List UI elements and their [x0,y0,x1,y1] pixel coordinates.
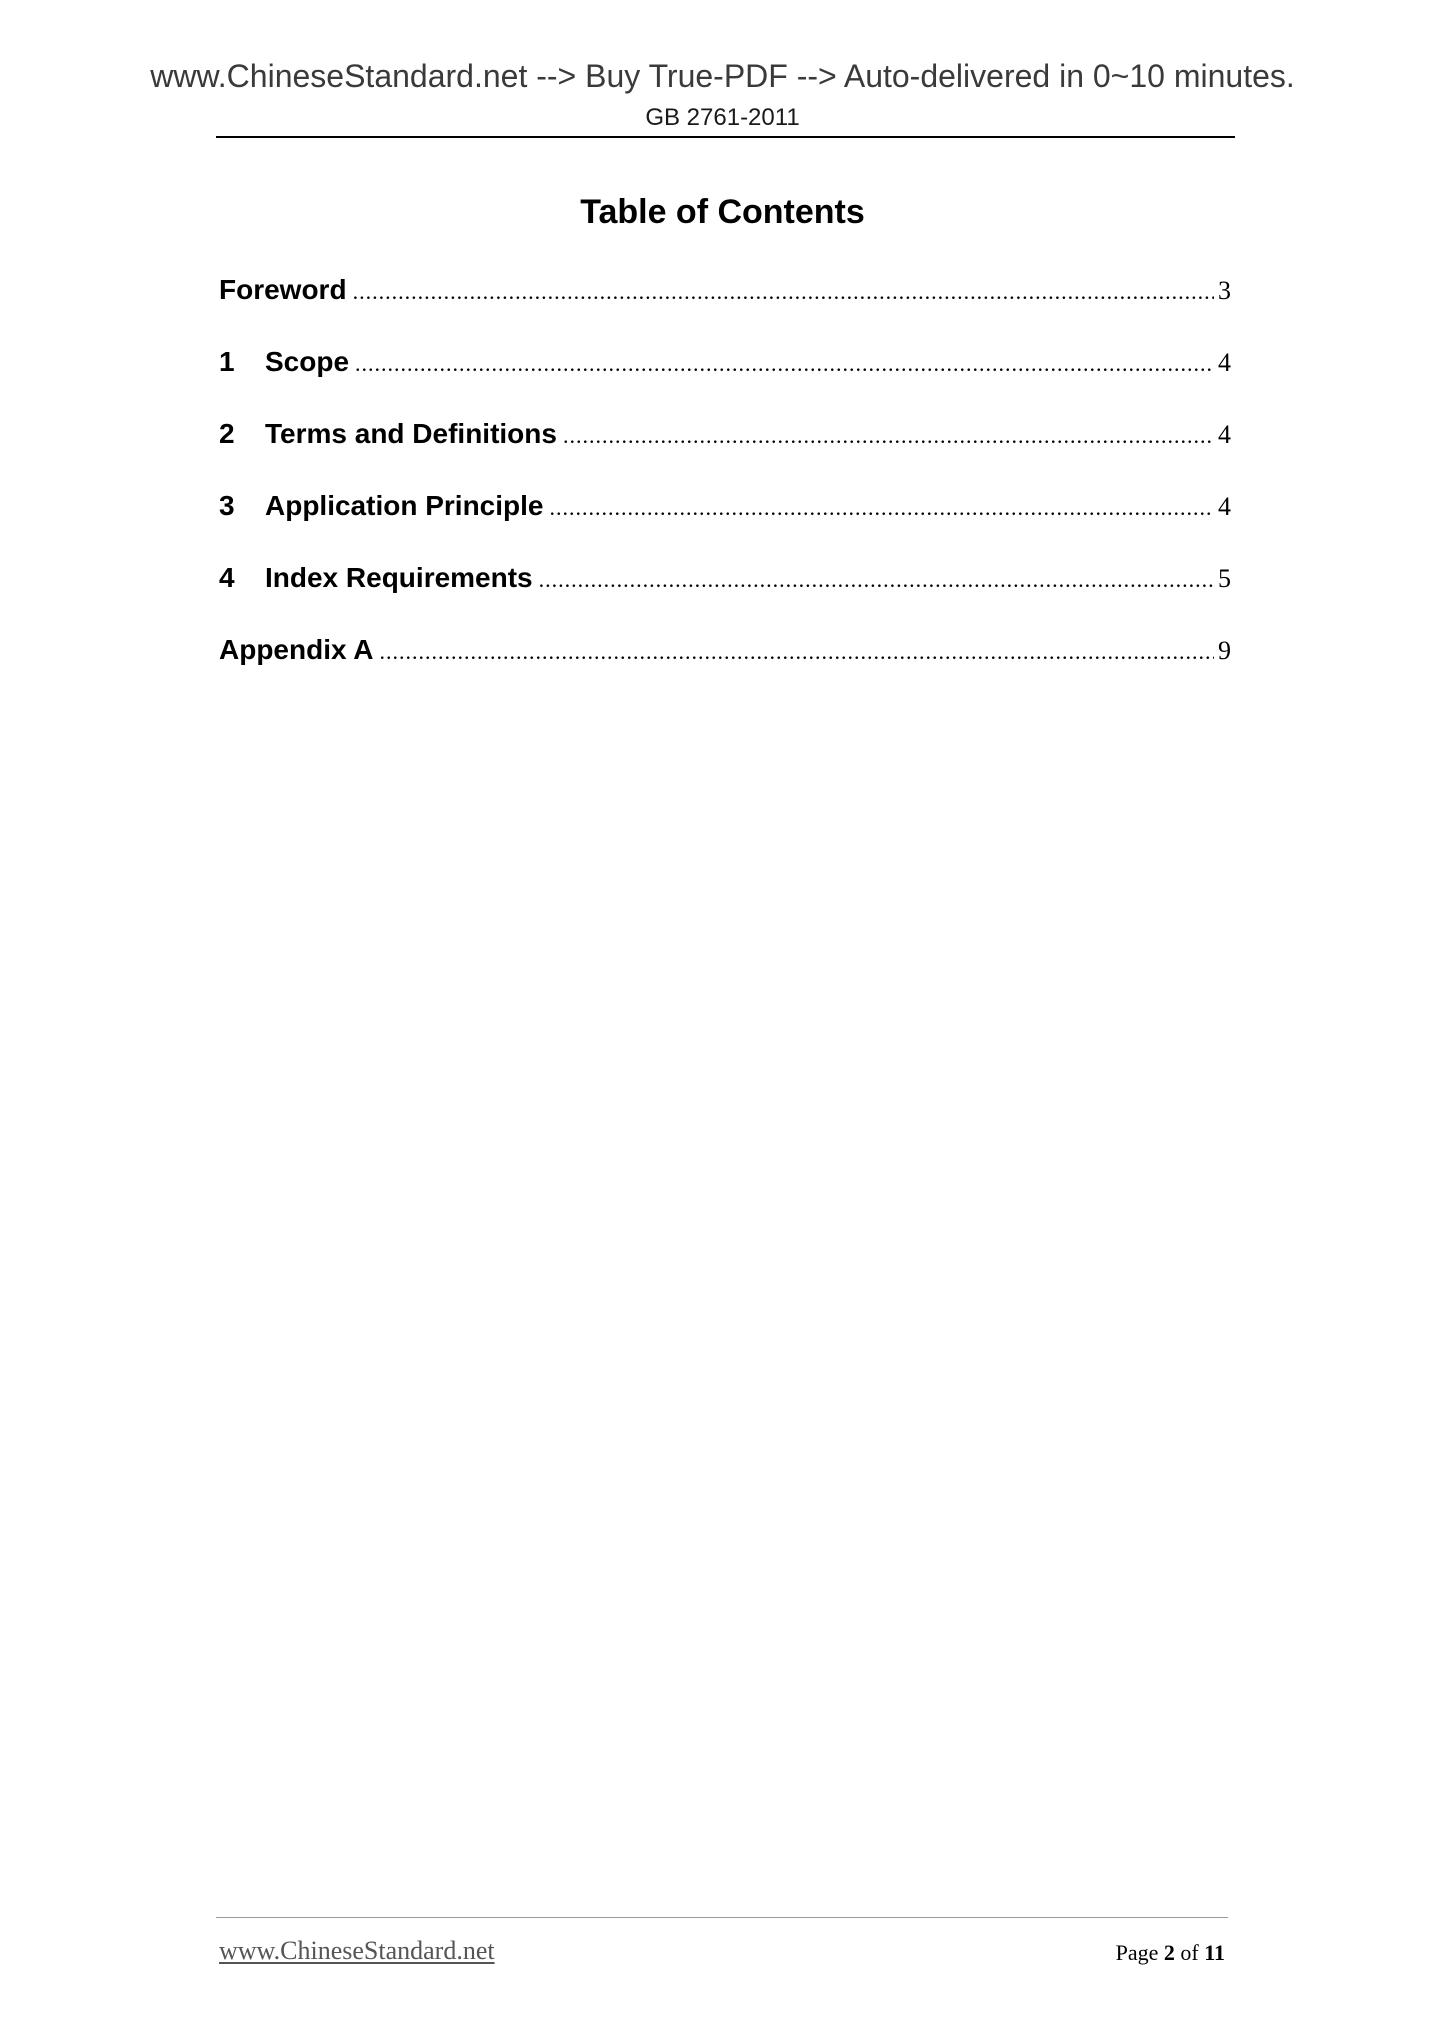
page-current: 2 [1163,1940,1175,1965]
site-banner: www.ChineseStandard.net --> Buy True-PDF --> Auto-delivered in 0~10 minutes. [150,58,1295,94]
toc-entry-label: Application Principle [265,490,544,521]
toc-entry-page: 9 [1218,636,1231,665]
footer-site-link[interactable]: www.ChineseStandard.net [219,1936,495,1965]
toc-entry-scope[interactable] [219,346,1231,418]
toc-dot-leader [380,639,1214,665]
toc-title: Table of Contents [580,193,865,231]
header-divider [216,136,1235,138]
toc-entry-number: 4 [219,562,235,593]
toc-entry-label: Scope [265,346,350,377]
toc-entry-number: 2 [219,418,235,449]
toc-entry-terms[interactable] [219,418,1231,490]
toc-entry-page: 5 [1218,564,1231,593]
toc-dot-leader [355,351,1214,377]
toc-entry-page: 4 [1218,420,1231,449]
toc-entry-number: 3 [219,490,235,521]
toc-entry-label: Appendix A [219,634,374,665]
toc-dot-leader [539,567,1214,593]
toc-entry-page: 3 [1218,276,1231,305]
document-code: GB 2761-2011 [645,104,800,131]
page-word: Page [1115,1940,1159,1965]
toc-entry-application[interactable] [219,490,1231,562]
toc-entry-number: 1 [219,346,235,377]
toc-entry-foreword[interactable] [219,274,1231,346]
toc-list [219,274,1231,706]
toc-entry-page: 4 [1218,492,1231,521]
toc-entry-label: Foreword [219,274,347,305]
toc-entry-label: Index Requirements [265,562,533,593]
toc-entry-page: 4 [1218,348,1231,377]
page-of: of [1180,1940,1199,1965]
page-indicator [1116,1940,1225,1966]
toc-dot-leader [353,279,1214,305]
toc-dot-leader [549,495,1214,521]
toc-entry-appendix[interactable] [219,634,1231,706]
page-total: 11 [1204,1940,1225,1965]
footer-divider [216,1917,1228,1918]
toc-entry-label: Terms and Definitions [265,418,557,449]
toc-entry-index[interactable] [219,562,1231,634]
toc-dot-leader [563,423,1214,449]
